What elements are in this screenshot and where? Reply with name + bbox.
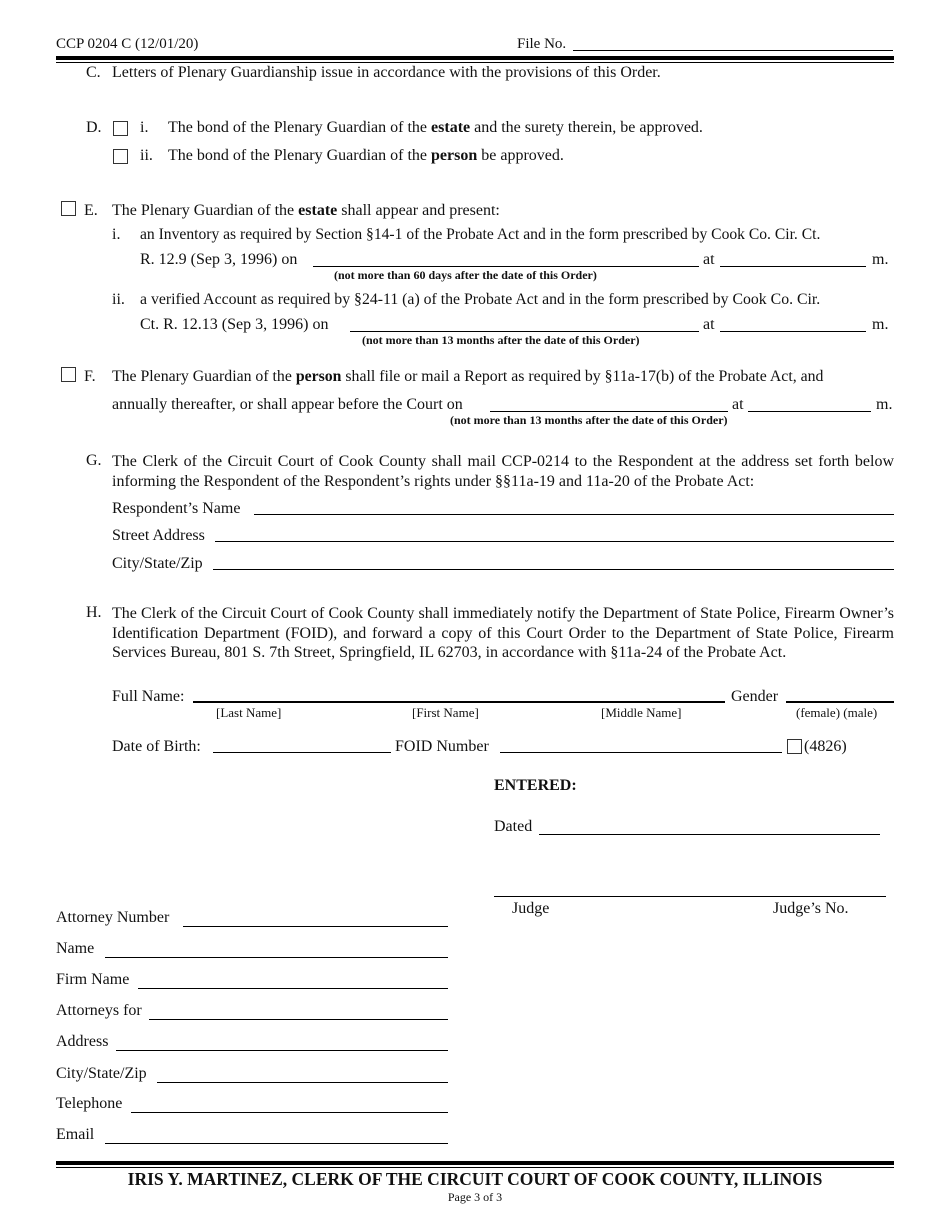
firm-name-field[interactable] <box>138 988 448 989</box>
last-name-caption: [Last Name] <box>216 705 282 720</box>
section-f-letter: F. <box>84 368 96 385</box>
telephone-field[interactable] <box>131 1112 448 1113</box>
respondent-name-label: Respondent’s Name <box>112 500 241 517</box>
inventory-date-field[interactable] <box>313 266 699 267</box>
telephone-label: Telephone <box>56 1095 123 1112</box>
form-id: CCP 0204 C (12/01/20) <box>56 36 199 52</box>
section-h-letter: H. <box>86 604 102 621</box>
text-bold: estate <box>431 119 471 136</box>
section-c-text: Letters of Plenary Guardianship issue in accordance with the provisions of this Order. <box>112 64 661 81</box>
dated-label: Dated <box>494 818 533 835</box>
judge-signature-line[interactable] <box>494 896 886 897</box>
section-d-i-num: i. <box>140 119 149 136</box>
footer-rule-thick <box>56 1161 894 1165</box>
text-post: be approved. <box>481 147 564 164</box>
page-number: Page 3 of 3 <box>447 1190 503 1204</box>
attorney-number-field[interactable] <box>183 926 448 927</box>
city-state-zip-field[interactable] <box>213 569 894 570</box>
gender-options-caption: (female) (male) <box>796 705 878 720</box>
section-f-checkbox[interactable] <box>61 367 76 382</box>
attorney-city-label: City/State/Zip <box>56 1065 147 1082</box>
report-time-field[interactable] <box>748 411 871 412</box>
text-bold: estate <box>298 202 338 219</box>
attorneys-for-field[interactable] <box>149 1019 448 1020</box>
section-e-ii-note: (not more than 13 months after the date of this Order) <box>362 333 640 347</box>
section-f-m: m. <box>876 396 893 413</box>
section-e-ii-line1: a verified Account as required by §24-11 (a) of the Probate Act and in the form prescribed by Cook Co. Cir. <box>140 291 821 308</box>
file-no-field[interactable] <box>573 50 893 51</box>
gender-label: Gender <box>731 688 779 705</box>
text-pre: The bond of the Plenary Guardian of the <box>168 147 428 164</box>
text-bold: person <box>295 368 342 385</box>
bond-person-checkbox[interactable] <box>113 149 128 164</box>
email-field[interactable] <box>105 1143 448 1144</box>
section-d-ii-text <box>168 147 564 165</box>
header-rule-thick <box>56 56 894 60</box>
street-address-field[interactable] <box>215 541 894 542</box>
section-e-i-num: i. <box>112 226 121 243</box>
email-label: Email <box>56 1126 95 1143</box>
section-e-checkbox[interactable] <box>61 201 76 216</box>
attorney-address-field[interactable] <box>116 1050 448 1051</box>
dob-label: Date of Birth: <box>112 738 201 755</box>
attorney-name-label: Name <box>56 940 95 957</box>
section-e-i-note: (not more than 60 days after the date of this Order) <box>334 268 597 282</box>
section-f-note: (not more than 13 months after the date of this Order) <box>450 413 728 427</box>
street-address-label: Street Address <box>112 527 205 544</box>
attorneys-for-label: Attorneys for <box>56 1002 142 1019</box>
full-name-field[interactable] <box>193 701 725 703</box>
account-time-field[interactable] <box>720 331 866 332</box>
city-state-zip-label: City/State/Zip <box>112 555 203 572</box>
respondent-name-field[interactable] <box>254 514 894 515</box>
text-post: shall appear and present: <box>341 202 500 219</box>
firm-name-label: Firm Name <box>56 971 130 988</box>
section-c-letter: C. <box>86 64 101 81</box>
section-e-i-at: at <box>703 251 715 268</box>
middle-name-caption: [Middle Name] <box>601 705 682 720</box>
account-date-field[interactable] <box>350 331 699 332</box>
section-d-ii-num: ii. <box>140 147 153 164</box>
section-g-text: The Clerk of the Circuit Court of Cook County shall mail CCP-0214 to the Respondent at the address set forth below informing the Respondent of the Respondent’s rights under §§11a-19 and 11a-20 of the Probate Act: <box>112 453 894 490</box>
footer-clerk: IRIS Y. MARTINEZ, CLERK OF THE CIRCUIT COURT OF COOK COUNTY, ILLINOIS <box>127 1169 823 1189</box>
section-e-ii-m: m. <box>872 316 889 333</box>
entered-title: ENTERED: <box>494 777 577 794</box>
dob-field[interactable] <box>213 752 391 753</box>
full-name-label: Full Name: <box>112 688 185 705</box>
text-pre: The Plenary Guardian of the <box>112 202 295 219</box>
section-f-at: at <box>732 396 744 413</box>
section-d-i-text <box>168 119 703 137</box>
code-4826-checkbox[interactable] <box>787 739 802 754</box>
text-pre: The bond of the Plenary Guardian of the <box>168 119 428 136</box>
section-d-letter: D. <box>86 119 102 136</box>
attorney-name-field[interactable] <box>105 957 448 958</box>
judge-label: Judge <box>512 900 550 917</box>
section-e-ii-num: ii. <box>112 291 125 308</box>
section-e-intro <box>112 202 500 220</box>
code-4826-label: (4826) <box>804 738 847 755</box>
gender-field[interactable] <box>786 701 894 703</box>
file-no-label: File No. <box>517 36 567 52</box>
text-post: and the surety therein, be approved. <box>474 119 703 136</box>
inventory-time-field[interactable] <box>720 266 866 267</box>
bond-estate-checkbox[interactable] <box>113 121 128 136</box>
section-e-ii-at: at <box>703 316 715 333</box>
text-bold: person <box>431 147 478 164</box>
section-h-text: The Clerk of the Circuit Court of Cook County shall immediately notify the Department of State Police, Firearm Owner’s Identification Department (FOID), and forward a copy of this Court Order to the Department of State Police, Firearm Services Bureau, 801 S. 7th Street, Springfield, IL 62703, in accordance with §11a-24 of the Probate Act. <box>112 605 894 661</box>
foid-label: FOID Number <box>395 738 489 755</box>
header-rule-thin <box>56 62 894 63</box>
foid-number-field[interactable] <box>500 752 782 753</box>
section-e-i-line2: R. 12.9 (Sep 3, 1996) on <box>140 251 298 268</box>
attorney-city-field[interactable] <box>157 1082 448 1083</box>
section-e-ii-line2: Ct. R. 12.13 (Sep 3, 1996) on <box>140 316 329 333</box>
attorney-number-label: Attorney Number <box>56 909 170 926</box>
text-post: shall file or mail a Report as required by §11a-17(b) of the Probate Act, and <box>345 368 824 385</box>
section-f-line2: annually thereafter, or shall appear before the Court on <box>112 396 463 413</box>
first-name-caption: [First Name] <box>412 705 479 720</box>
section-g-letter: G. <box>86 452 102 469</box>
section-e-i-line1: an Inventory as required by Section §14-1 of the Probate Act and in the form prescribed by Cook Co. Cir. Ct. <box>140 226 821 243</box>
judge-no-label: Judge’s No. <box>773 900 849 917</box>
section-e-letter: E. <box>84 202 98 219</box>
footer-rule-thin <box>56 1167 894 1168</box>
report-date-field[interactable] <box>490 411 728 412</box>
section-e-i-m: m. <box>872 251 889 268</box>
text-pre: The Plenary Guardian of the <box>112 368 292 385</box>
attorney-address-label: Address <box>56 1033 109 1050</box>
dated-field[interactable] <box>539 834 880 835</box>
section-f-line1 <box>112 368 823 386</box>
